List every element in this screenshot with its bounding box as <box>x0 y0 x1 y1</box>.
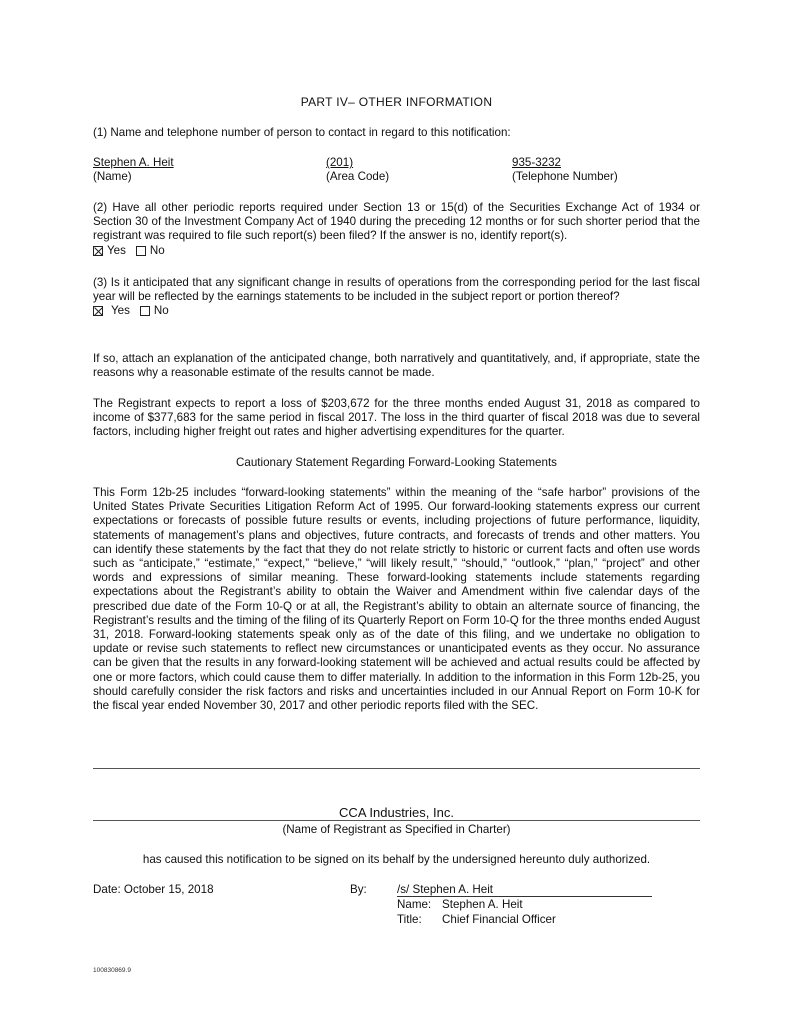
divider <box>93 768 700 769</box>
question-3-text: (3) Is it anticipated that any significant change in results of operations from the corresponding period for the last fiscal year will be reflected by the earnings statements to be included in the subject report or portion thereof? <box>93 276 700 304</box>
question-3 <box>93 276 700 318</box>
question-2-options <box>93 244 700 258</box>
registrant-underline <box>93 820 700 821</box>
signer-title-label: Title: <box>397 913 422 926</box>
question-2-yes-checkbox[interactable] <box>93 246 103 256</box>
section-title: PART IV– OTHER INFORMATION <box>300 95 493 109</box>
phone-label: (Telephone Number) <box>512 170 618 183</box>
area-code-label: (Area Code) <box>326 170 390 183</box>
explanation-instruction: If so, attach an explanation of the anticipated change, both narratively and quantitatively, and, if appropriate, state the reasons why a reasonable estimate of the results cannot be made. <box>93 352 700 380</box>
question-3-yes-label: Yes <box>111 304 130 318</box>
question-3-no-label: No <box>153 304 169 318</box>
contact-name-label: (Name) <box>93 170 132 183</box>
forward-looking-statement: This Form 12b-25 includes “forward-looking statements” within the meaning of the “safe harbor” provisions of the United States Private Securities Litigation Reform Act of 1995. Our forward-looking statements express our current expectations or forecasts of possible future results or events, including projections of future performance, liquidity, statements of management’s plans and objectives, future contracts, and forecasts of trends and other matters. You can identify these statements by the fact that they do not relate strictly to historic or current facts and often use words such as “anticipate,” “estimate,” “expect,” “believe,” “will likely result,” “should,” “outlook,” “plan,” “project” and other words and expressions of similar meaning. These forward-looking statements include statements regarding expectations about the Registrant’s ability to obtain the Waiver and Amendment within five calendar days of the prescribed due date of the Form 10-Q or at all, the Registrant’s ability to obtain an alternate source of financing, the Registrant’s results and the timing of the filing of its Quarterly Report on Form 10-Q for the three months ended August 31, 2018. Forward-looking statements speak only as of the date of this filing, and we undertake no obligation to update or revise such statements to reflect new circumstances or unanticipated events as they occur. No assurance can be given that the results in any forward-looking statement will be achieved and actual results could be affected by one or more factors, which could cause them to differ materially. In addition to the information in this Form 12b-25, you should carefully consider the risk factors and risks and uncertainties included in our Annual Report on Form 10-K for the fiscal year ended November 30, 2017 and other periodic reports filed with the SEC. <box>93 486 700 713</box>
question-2-no-checkbox[interactable] <box>136 246 146 256</box>
phone-value: 935-3232 <box>512 156 561 169</box>
signature-date: Date: October 15, 2018 <box>93 883 214 896</box>
area-code-value: (201) <box>326 156 354 169</box>
question-3-yes-checkbox[interactable] <box>93 306 103 316</box>
question-2 <box>93 201 700 258</box>
contact-phone <box>512 156 618 184</box>
registrant-name: CCA Industries, Inc. <box>339 805 454 820</box>
signer-title-value: Chief Financial Officer <box>442 913 556 926</box>
signer-name-value: Stephen A. Heit <box>442 898 523 911</box>
contact-block <box>93 156 700 186</box>
document-id: 100830869.9 <box>93 967 131 974</box>
question-3-no-checkbox[interactable] <box>140 306 150 316</box>
loss-statement: The Registrant expects to report a loss of $203,672 for the three months ended August 31, 2018 as compared to income of $377,683 for the same period in fiscal 2017. The loss in the third quarter of fiscal 2018 was due to several factors, including higher freight out rates and higher advertising expenditures for the quarter. <box>93 397 700 439</box>
cautionary-heading: Cautionary Statement Regarding Forward-Looking Statements <box>236 456 557 469</box>
question-1: (1) Name and telephone number of person to contact in regard to this notification: <box>93 126 511 139</box>
contact-area-code <box>326 156 389 184</box>
signature-by-label: By: <box>350 883 367 896</box>
question-2-yes-label: Yes <box>107 243 126 257</box>
question-2-no-label: No <box>149 243 165 257</box>
contact-name-value: Stephen A. Heit <box>93 156 174 169</box>
registrant-caption: (Name of Registrant as Specified in Charter) <box>282 823 511 836</box>
question-2-text: (2) Have all other periodic reports required under Section 13 or 15(d) of the Securities Exchange Act of 1934 or Section 30 of the Investment Company Act of 1940 during the preceding 12 months or for such shorter period that the registrant was required to file such report(s) been filed? If the answer is no, identify report(s). <box>93 201 700 243</box>
signer-name-label: Name: <box>397 898 432 911</box>
question-3-options <box>93 304 700 318</box>
signature-line: /s/ Stephen A. Heit <box>397 883 652 897</box>
authorization-text: has caused this notification to be signed on its behalf by the undersigned hereunto duly authorized. <box>142 853 651 866</box>
contact-name <box>93 156 174 184</box>
